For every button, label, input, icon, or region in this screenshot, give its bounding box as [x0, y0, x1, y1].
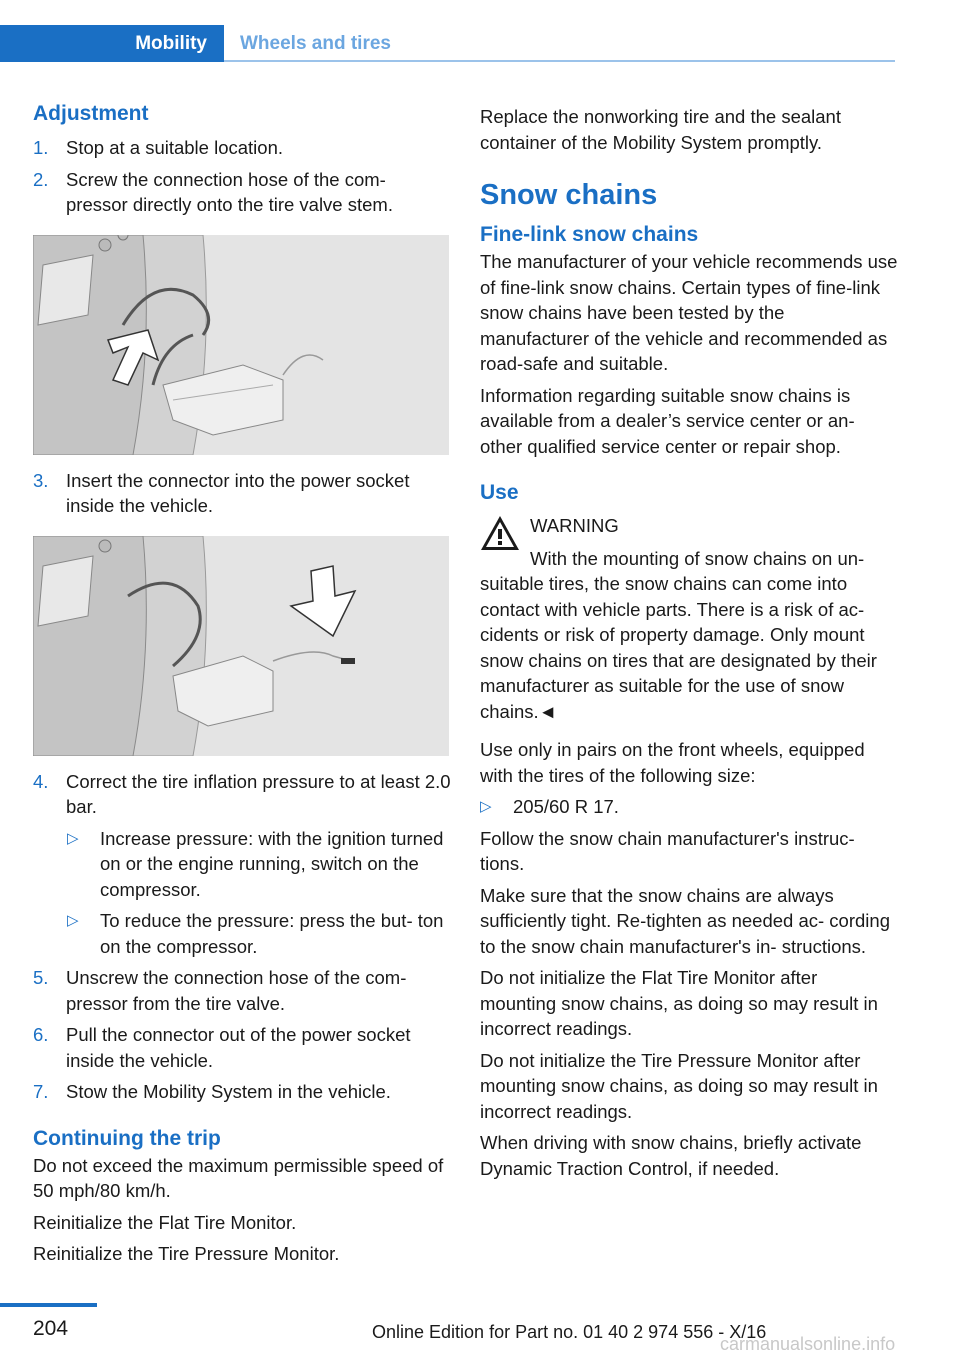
figure-hose-on-valve [33, 235, 449, 455]
step-number: 3. [33, 469, 49, 491]
paragraph: Do not initialize the Tire Pressure Monitor after mounting snow chains, as doing so may result in incorrect readings. [480, 1049, 878, 1122]
step-text: Screw the connection hose of the com‐ pressor directly onto the tire valve stem. [66, 168, 393, 215]
paragraph-intro: Replace the nonworking tire and the sealant container of the Mobility System promptly. [480, 106, 841, 153]
warning-first-line: With the mounting of snow chains on un‐ [530, 547, 865, 569]
paragraph: When driving with snow chains, briefly activate Dynamic Traction Control, if needed. [480, 1132, 862, 1179]
paragraph: Information regarding suitable snow chains is available from a dealer’s service center or an‐ other qualified service center or repair shop. [480, 384, 855, 457]
triangle-bullet-icon: ▷ [67, 829, 79, 847]
bullet-item [33, 908, 451, 959]
left-column [33, 100, 451, 1267]
bullet-text: To reduce the pressure: press the but‐ ton on the compressor. [100, 910, 444, 957]
paragraph: Follow the snow chain manufacturer's instruc‐ tions. [480, 827, 855, 874]
bullet-text: Increase pressure: with the ignition turned on or the engine running, switch on the compressor. [100, 827, 444, 900]
step-text: Insert the connector into the power socket inside the vehicle. [66, 469, 410, 516]
header-tabs [0, 25, 895, 62]
tab-mobility[interactable]: Mobility [0, 25, 224, 62]
heading-continuing-the-trip: Continuing the trip [33, 1126, 221, 1150]
paragraph: Use only in pairs on the front wheels, equipped with the tires of the following size: [480, 739, 865, 786]
heading-use: Use [480, 481, 519, 504]
compressor-hose-illustration [33, 235, 449, 455]
tab-wheels-and-tires[interactable]: Wheels and tires [240, 33, 391, 54]
step-number: 7. [33, 1081, 49, 1102]
step-number: 2. [33, 168, 49, 190]
warning-block [480, 513, 898, 724]
heading-fine-link-snow-chains: Fine-link snow chains [480, 223, 699, 246]
step-item [33, 1022, 451, 1073]
bullet-item [480, 794, 898, 820]
paragraph: Do not exceed the maximum permissible speed of 50 mph/80 km/h. [33, 1154, 444, 1201]
paragraph: Reinitialize the Tire Pressure Monitor. [33, 1243, 340, 1264]
page-number: 204 [33, 1317, 69, 1340]
step-item [33, 965, 451, 1016]
step-text: Stow the Mobility System in the vehicle. [66, 1081, 391, 1102]
heading-adjustment: Adjustment [33, 102, 149, 125]
watermark: carmanualsonline.info [720, 1334, 896, 1354]
step-item [33, 1079, 451, 1105]
footer-rule [0, 1303, 97, 1307]
step-number: 6. [33, 1024, 49, 1045]
warning-text: suitable tires, the snow chains can come into contact with vehicle parts. There is a risk of ac‐ cidents or risk of property damage. Only mount snow chains on tires that are designated by their manufacturer as suitable for the use of snow chains.◄ [480, 573, 877, 722]
bullet-item [33, 826, 451, 903]
step-text: Correct the tire inflation pressure to at least 2.0 bar. [66, 770, 451, 817]
right-column [480, 104, 898, 1181]
heading-snow-chains: Snow chains [480, 179, 658, 211]
triangle-bullet-icon: ▷ [480, 798, 492, 815]
step-text: Unscrew the connection hose of the com‐ pressor from the tire valve. [66, 967, 407, 1014]
step-item [33, 468, 451, 519]
compressor-socket-illustration [33, 536, 449, 756]
step-item [33, 167, 451, 218]
step-item [33, 769, 451, 820]
step-number: 4. [33, 770, 49, 792]
step-text: Pull the connector out of the power socket inside the vehicle. [66, 1024, 411, 1071]
paragraph: The manufacturer of your vehicle recommends use of fine-link snow chains. Certain types of fine-link snow chains have been tested by the manufacturer of the vehicle and recommended as road-safe and suitable. [480, 251, 898, 374]
tire-size: 205/60 R 17. [513, 796, 619, 817]
step-number: 1. [33, 137, 49, 158]
triangle-bullet-icon: ▷ [67, 912, 79, 929]
paragraph: Do not initialize the Flat Tire Monitor after mounting snow chains, as doing so may result in incorrect readings. [480, 967, 878, 1039]
edition-info: Online Edition for Part no. 01 40 2 974 556 - X/16 [372, 1322, 767, 1342]
figure-connector-socket [33, 536, 449, 756]
step-item [33, 135, 451, 161]
warning-label: WARNING [530, 515, 619, 536]
paragraph: Make sure that the snow chains are always sufficiently tight. Re-tighten as needed ac‐ cording to the snow chain manufacturer's in‐ structions. [480, 884, 890, 957]
warning-triangle-icon [480, 515, 520, 551]
step-number: 5. [33, 967, 49, 988]
step-text: Stop at a suitable location. [66, 137, 284, 158]
header-rule [224, 60, 895, 62]
paragraph: Reinitialize the Flat Tire Monitor. [33, 1211, 297, 1233]
